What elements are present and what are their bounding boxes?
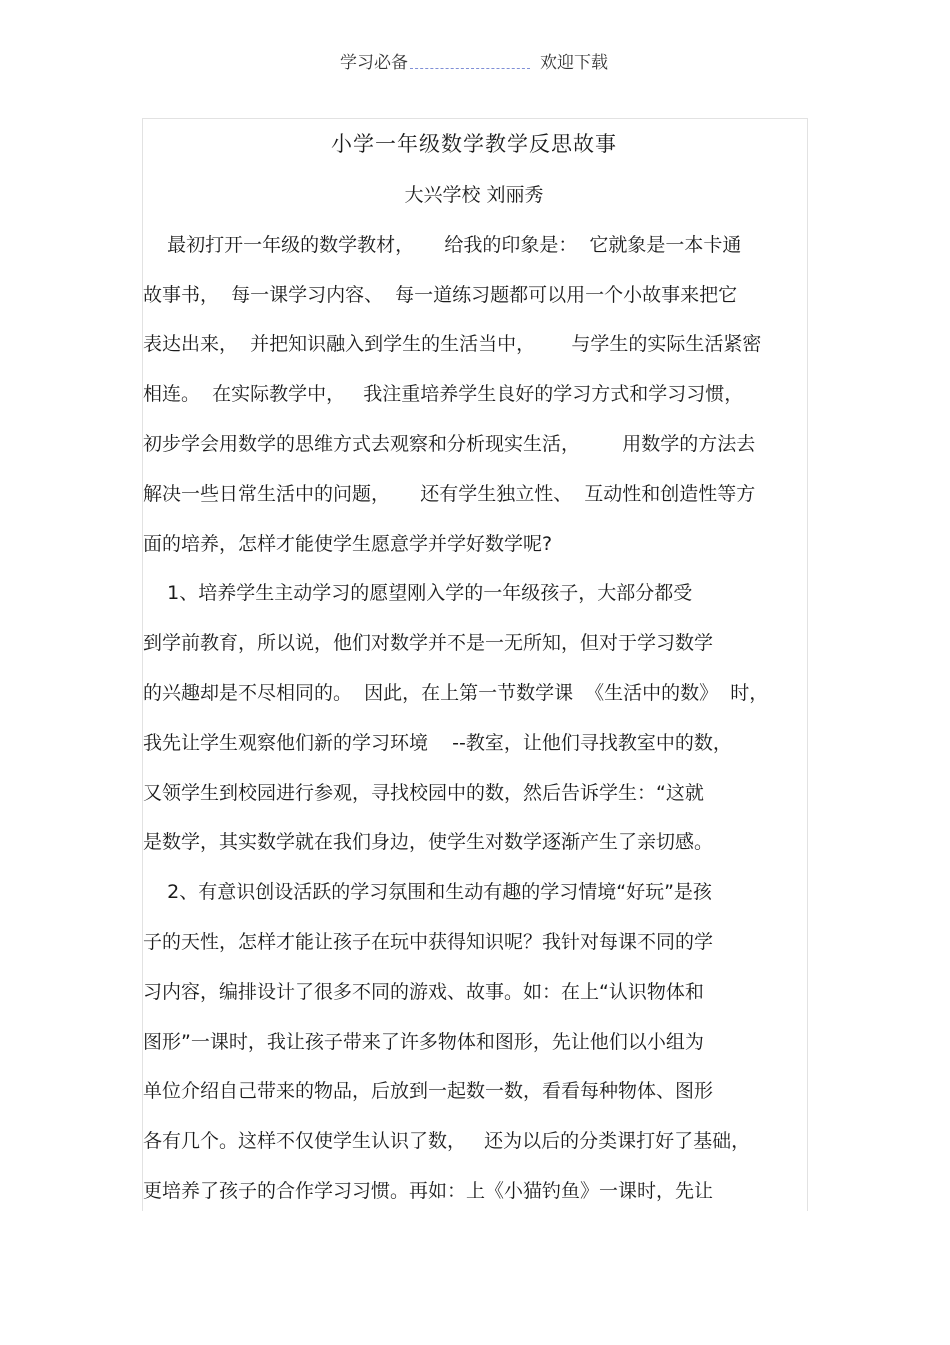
header-divider xyxy=(410,68,530,69)
body-line: 表达出来， 并把知识融入到学生的生活当中， 与学生的实际生活紧密 xyxy=(143,333,762,355)
header-left-text: 学习必备 xyxy=(340,53,408,73)
body-line: 解决一些日常生活中的问题， 还有学生独立性、 互动性和创造性等方 xyxy=(143,483,756,505)
body-line: 是数学，其实数学就在我们身边，使学生对数学逐渐产生了亲切感。 xyxy=(143,831,714,853)
body-line: 又领学生到校园进行参观，寻找校园中的数，然后告诉学生：“这就 xyxy=(143,782,704,804)
body-line: 单位介绍自己带来的物品，后放到一起数一数，看看每种物体、图形 xyxy=(143,1080,714,1102)
body-line: 各有几个。这样不仅使学生认识了数， 还为以后的分类课打好了基础， xyxy=(143,1130,751,1152)
body-line: 到学前教育，所以说，他们对数学并不是一无所知，但对于学习数学 xyxy=(143,632,714,654)
body-line: 的兴趣却是不尽相同的。 因此，在上第一节数学课 《生活中的数》 时， xyxy=(143,682,769,704)
body-line: 面的培养，怎样才能使学生愿意学并学好数学呢? xyxy=(143,533,553,555)
page-header xyxy=(340,48,608,72)
body-line: 我先让学生观察他们新的学习环境 --教室，让他们寻找教室中的数， xyxy=(143,732,732,754)
body-line: 习内容，编排设计了很多不同的游戏、故事。如：在上“认识物体和 xyxy=(143,981,704,1003)
document-author: 大兴学校 刘丽秀 xyxy=(404,184,544,206)
body-line: 最初打开一年级的数学教材， 给我的印象是： 它就象是一本卡通 xyxy=(143,234,742,256)
body-line: 子的天性，怎样才能让孩子在玩中获得知识呢？我针对每课不同的学 xyxy=(143,931,714,953)
body-line: 图形”一课时，我让孩子带来了许多物体和图形，先让他们以小组为 xyxy=(143,1031,704,1053)
body-line: 相连。 在实际教学中， 我注重培养学生良好的学习方式和学习习惯， xyxy=(143,383,744,405)
body-line: 初步学会用数学的思维方式去观察和分析现实生活， 用数学的方法去 xyxy=(143,433,756,455)
header-right-text: 欢迎下载 xyxy=(540,53,608,73)
body-line: 1、培养学生主动学习的愿望刚入学的一年级孩子，大部分都受 xyxy=(143,582,693,604)
body-line: 故事书， 每一课学习内容、 每一道练习题都可以用一个小故事来把它 xyxy=(143,284,738,306)
document-title: 小学一年级数学教学反思故事 xyxy=(331,132,617,156)
body-line: 更培养了孩子的合作学习习惯。再如：上《小猫钓鱼》一课时，先让 xyxy=(143,1180,714,1202)
body-line: 2、有意识创设活跃的学习氛围和生动有趣的学习情境“好玩”是孩 xyxy=(143,881,712,903)
